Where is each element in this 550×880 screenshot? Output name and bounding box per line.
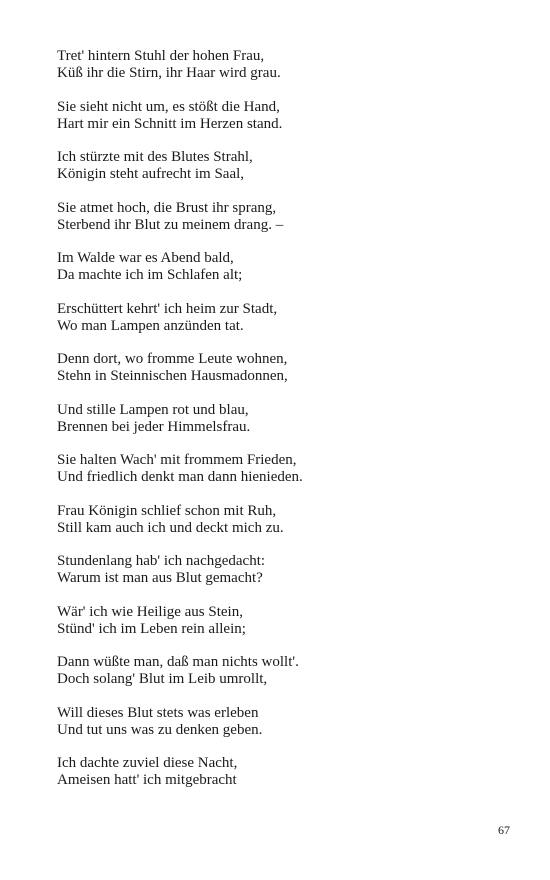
poem-line: Sie halten Wach' mit frommem Frieden, [57,452,297,468]
stanza-7 [57,351,507,402]
poem-line: Dann wüßte man, daß man nichts wollt'. [57,654,299,670]
poem-line: Still kam auch ich und deckt mich zu. [57,519,284,536]
stanza-5 [57,250,507,301]
poem-line: Wär' ich wie Heilige aus Stein, [57,603,243,620]
stanza-13 [57,654,507,705]
stanza-10 [57,503,507,554]
stanza-15 [57,755,507,806]
poem-line: Königin steht aufrecht im Saal, [57,166,245,182]
poem-line: Küß ihr die Stirn, ihr Haar wird grau. [57,65,281,81]
poem-line: Sterbend ihr Blut zu meinem drang. – [57,216,284,233]
poem-line: Sie atmet hoch, die Brust ihr sprang, [57,199,277,216]
poem-line: Warum ist man aus Blut gemacht? [57,570,263,586]
stanza-9 [57,452,507,503]
poem-line: Da machte ich im Schlafen alt; [57,267,243,283]
poem-line: Stünd' ich im Leben rein allein; [57,620,246,637]
poem-line: Tret' hintern Stuhl der hohen Frau, [57,48,265,64]
poem-line: Ich dachte zuviel diese Nacht, [57,755,238,771]
poem-line: Doch solang' Blut im Leib umrollt, [57,671,268,687]
stanza-8 [57,402,507,453]
stanza-1 [57,48,507,99]
stanza-3 [57,149,507,200]
poem-line: Ich stürzte mit des Blutes Strahl, [57,149,253,165]
stanza-6 [57,301,507,352]
poem-line: Brennen bei jeder Himmelsfrau. [57,418,251,435]
stanza-11 [57,553,507,604]
poem-line: Will dieses Blut stets was erleben [57,704,259,721]
poem-line: Und friedlich denkt man dann hienieden. [57,469,303,485]
poem-line: Wo man Lampen anzünden tat. [57,317,244,334]
poem-line: Erschüttert kehrt' ich heim zur Stadt, [57,300,278,317]
poem-line: Hart mir ein Schnitt im Herzen stand. [57,115,283,132]
poem-line: Frau Königin schlief schon mit Ruh, [57,502,277,519]
poem-line: Stundenlang hab' ich nachgedacht: [57,553,266,569]
poem-line: Denn dort, wo fromme Leute wohnen, [57,351,288,367]
poem-line: Und tut uns was zu denken geben. [57,721,263,738]
stanza-14 [57,705,507,756]
poem-line: Ameisen hatt' ich mitgebracht [57,772,237,788]
stanza-4 [57,200,507,251]
stanza-2 [57,99,507,150]
stanza-12 [57,604,507,655]
poem-line: Stehn in Steinnischen Hausmadonnen, [57,368,288,384]
page-number: 67 [498,823,510,837]
poem-line: Sie sieht nicht um, es stößt die Hand, [57,98,280,115]
poem-line: Und stille Lampen rot und blau, [57,401,249,418]
poem-line: Im Walde war es Abend bald, [57,250,234,266]
poem-text [57,48,507,806]
